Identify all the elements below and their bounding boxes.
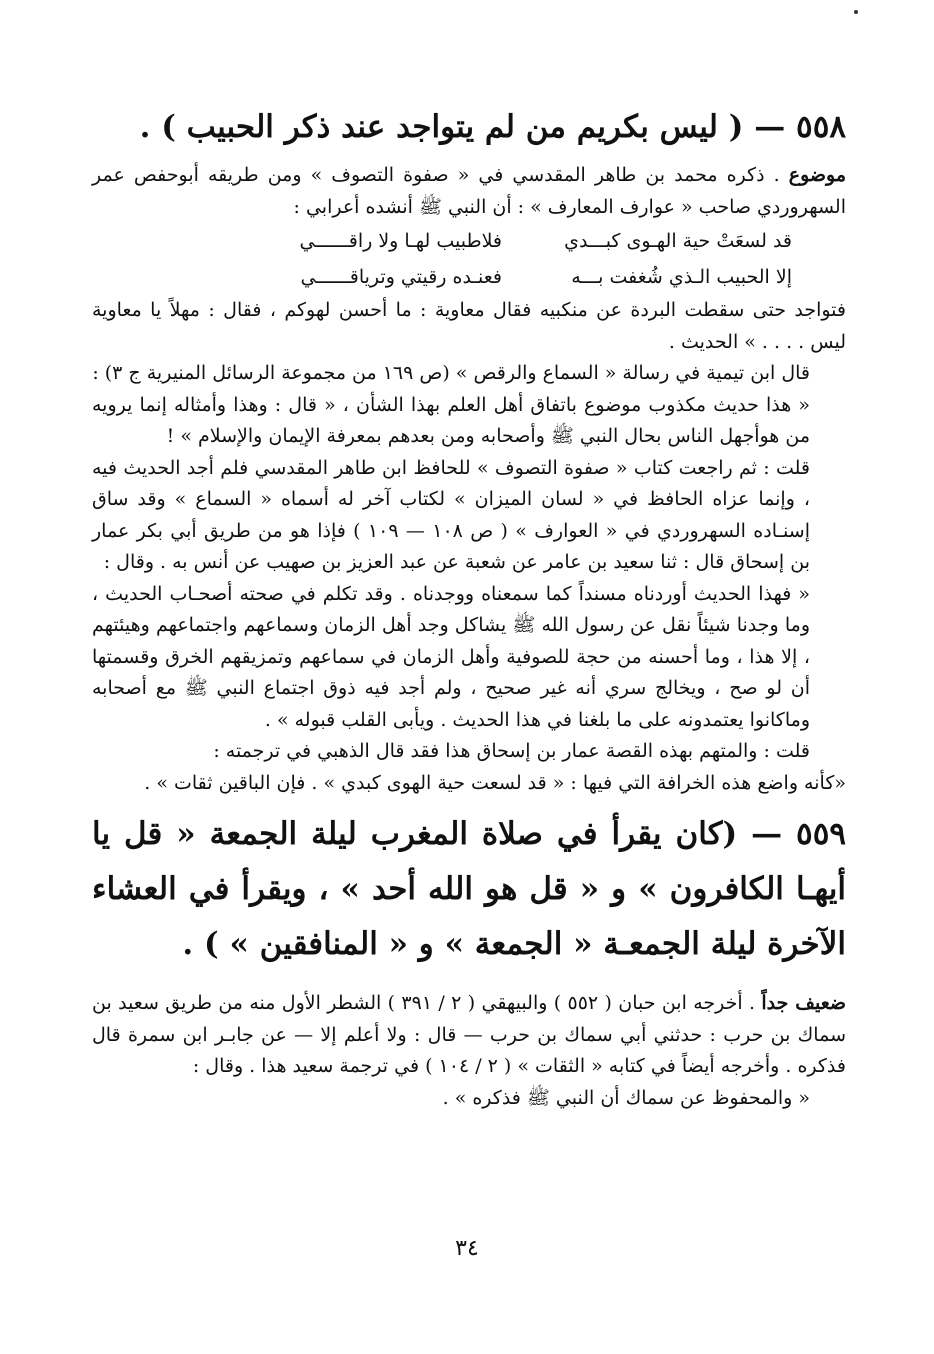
poem-verse bbox=[92, 223, 846, 259]
page-number: ٣٤ bbox=[455, 1236, 479, 1261]
poem-hemistich-first: قد لسعَتْ حية الهـوى كبـــدي bbox=[564, 230, 792, 252]
poem-verse bbox=[92, 259, 846, 295]
dhahabi-quote: «كأنه واضع هذه الخرافة التي فيها : « قد لسعت حية الهوى كبدي » . فإن الباقين ثقات » . bbox=[144, 771, 846, 794]
poem-hemistich-second: فعنـده رقيتي وترياقــــــي bbox=[300, 266, 502, 288]
author-comment-2: قلت : والمتهم بهذه القصة عمار بن إسحاق هذا فقد قال الذهبي في ترجمته : bbox=[213, 740, 810, 762]
suhrawardi-quote: « فهذا الحديث أوردناه مسنداً كما سمعناه ووجدناه . وقد تكلم في صحته أصحـاب الحديث ، وما وجدنا شيئاً نقل عن رسول الله ﷺ يشاكل وجد أهل الزمان وسماعهم واجتماعهم وهيئتهم ، إلا هذا ، وما أحسنه من حجة للصوفية وأهل الزمان في سماعهم وتمزيقهم الخرق وقسمتها أن لو صح ، ويخالج سري أنه غير صحيح ، ولم أجد فيه ذوق اجتماع النبي ﷺ مع أصحابه وماكانوا يعتمدونه على ما بلغنا في هذا الحديث . ويأبى القلب قبوله » . bbox=[92, 582, 810, 731]
hadith-558-title: ٥٥٨ — ( ليس بكريم من لم يتواجد عند ذكر الحبيب ) . bbox=[139, 109, 846, 145]
scan-mark bbox=[854, 10, 858, 14]
author-comment-1: قلت : ثم راجعت كتاب « صفوة التصوف » للحافظ ابن طاهر المقدسي فلم أجد الحديث فيه ، وإنما عزاه الحافظ في « لسان الميزان » لكتاب آخر له أسماه « السماع » وقد ساق إسنـاده السهروردي في « العوارف » ( ص ١٠٨ — ١٠٩ ) فإذا هو من طريق أبي بكر عمار بن إسحاق قال : ثنا سعيد بن عامر عن شعبة عن عبد العزيز بن صهيب عن أنس به . وقال : bbox=[92, 456, 810, 573]
page-body bbox=[92, 100, 846, 1114]
hadith-558-after-poem: فتواجد حتى سقطت البردة عن منكبيه فقال معاوية : ما أحسن لهوكم ، فقال : مهلاً يا معاوية ليس . . . . » الحديث . bbox=[92, 299, 846, 353]
hadith-558-grade: موضوع bbox=[788, 164, 847, 186]
hadith-558-intro bbox=[92, 160, 846, 223]
hadith-559-title: ٥٥٩ — (كان يقرأ في صلاة المغرب ليلة الجمعة « قل يا أيهـا الكافرون » و « قل هو الله أحد » ، ويقرأ في العشاء الآخرة ليلة الجمعـة « الجمعة » و « المنافقين » ) . bbox=[92, 816, 846, 962]
ibn-taymiyyah-intro: قال ابن تيمية في رسالة « السماع والرقص » (ص ١٦٩ من مجموعة الرسائل المنيرية ج ٣) : bbox=[92, 362, 810, 384]
ibn-taymiyyah-quote: « هذا حديث مكذوب موضوع باتفاق أهل العلم بهذا الشأن ، « قال : وهذا وأمثاله إنما يرويه من هوأجهل الناس بحال النبي ﷺ وأصحابه ومن بعدهم بمعرفة الإيمان والإسلام » ! bbox=[92, 393, 810, 447]
hadith-559-text-body: . أخرجه ابن حبان ( ٥٥٢ ) والبيهقي ( ٢ / ٣٩١ ) الشطر الأول منه من طريق سعيد بن سماك بن حرب : حدثني أبي سماك بن حرب — قال : ولا أعلم إلا — عن جابـر ابن سمرة قال فذكره . وأخرجه أيضاً في كتابه « الثقات » ( ٢ / ١٠٤ ) في ترجمة سعيد هذا . وقال : bbox=[92, 992, 846, 1077]
poem-hemistich-second: فلاطبيب لهـا ولا راقــــــي bbox=[299, 230, 502, 252]
spacer bbox=[92, 978, 846, 988]
poem bbox=[92, 223, 846, 295]
hadith-559-text bbox=[92, 988, 846, 1083]
poem-hemistich-first: إلا الحبيب الـذي شُغفت بـــه bbox=[571, 266, 792, 288]
hadith-559-grade: ضعيف جداً bbox=[761, 992, 847, 1014]
hadith-559-quote: « والمحفوظ عن سماك أن النبي ﷺ فذكره » . bbox=[442, 1086, 810, 1109]
hadith-558-intro-text: . ذكره محمد بن طاهر المقدسي في « صفوة التصوف » ومن طريقه أبوحفص عمر السهروردي صاحب « عوارف المعارف » : أن النبي ﷺ أنشده أعرابي : bbox=[92, 164, 846, 218]
